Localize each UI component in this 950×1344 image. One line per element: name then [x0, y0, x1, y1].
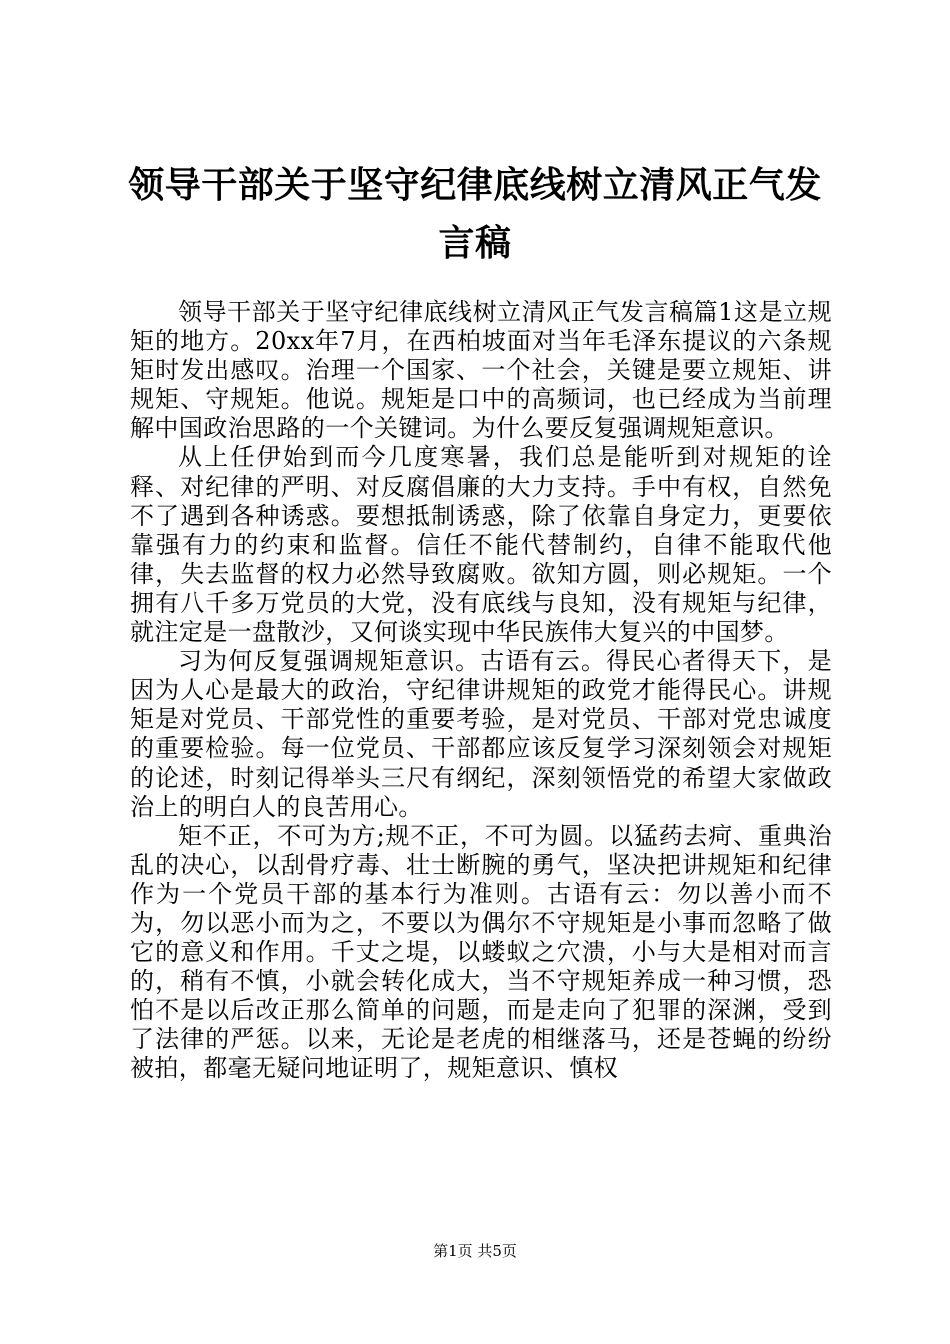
document-body — [130, 298, 832, 1084]
paragraph-2: 从上任伊始到而今几度寒暑，我们总是能听到对规矩的诠释、对纪律的严明、对反腐倡廉的大力支持。手中有权，自然免不了遇到各种诱惑。要想抵制诱惑，除了依靠自身定力，更要依靠强有力的约束和监督。信任不能代替制约，自律不能取代他律，失去监督的权力必然导致腐败。欲知方圆，则必规矩。一个拥有八千多万党员的大党，没有底线与良知，没有规矩与纪律，就注定是一盘散沙，又何谈实现中华民族伟大复兴的中国梦。 — [130, 443, 832, 647]
document-title: 领导干部关于坚守纪律底线树立清风正气发言稿 — [128, 164, 822, 264]
paragraph-4: 矩不正，不可为方;规不正，不可为圆。以猛药去疴、重典治乱的决心，以刮骨疗毒、壮士断腕的勇气，坚决把讲规矩和纪律作为一个党员干部的基本行为准则。古语有云：勿以善小而不为，勿以恶小而为之，不要以为偶尔不守规矩是小事而忽略了做它的意义和作用。千丈之堤，以蝼蚁之穴溃，小与大是相对而言的，稍有不慎，小就会转化成大，当不守规矩养成一种习惯，恐怕不是以后改正那么简单的问题，而是走向了犯罪的深渊，受到了法律的严惩。以来，无论是老虎的相继落马，还是苍蝇的纷纷被拍，都毫无疑问地证明了，规矩意识、慎权 — [130, 821, 832, 1083]
page-footer: 第1页 共5页 — [433, 1242, 517, 1260]
paragraph-3: 习为何反复强调规矩意识。古语有云。得民心者得天下，是因为人心是最大的政治，守纪律讲规矩的政党才能得民心。讲规矩是对党员、干部党性的重要考验，是对党员、干部对党忠诚度的重要检验。每一位党员、干部都应该反复学习深刻领会对规矩的论述，时刻记得举头三尺有纲纪，深刻领悟党的希望大家做政治上的明白人的良苦用心。 — [130, 647, 832, 821]
paragraph-1: 领导干部关于坚守纪律底线树立清风正气发言稿篇1这是立规矩的地方。20xx年7月，在西柏坡面对当年毛泽东提议的六条规矩时发出感叹。治理一个国家、一个社会，关键是要立规矩、讲规矩、守规矩。他说。规矩是口中的高频词，也已经成为当前理解中国政治思路的一个关键词。为什么要反复强调规矩意识。 — [130, 298, 832, 443]
